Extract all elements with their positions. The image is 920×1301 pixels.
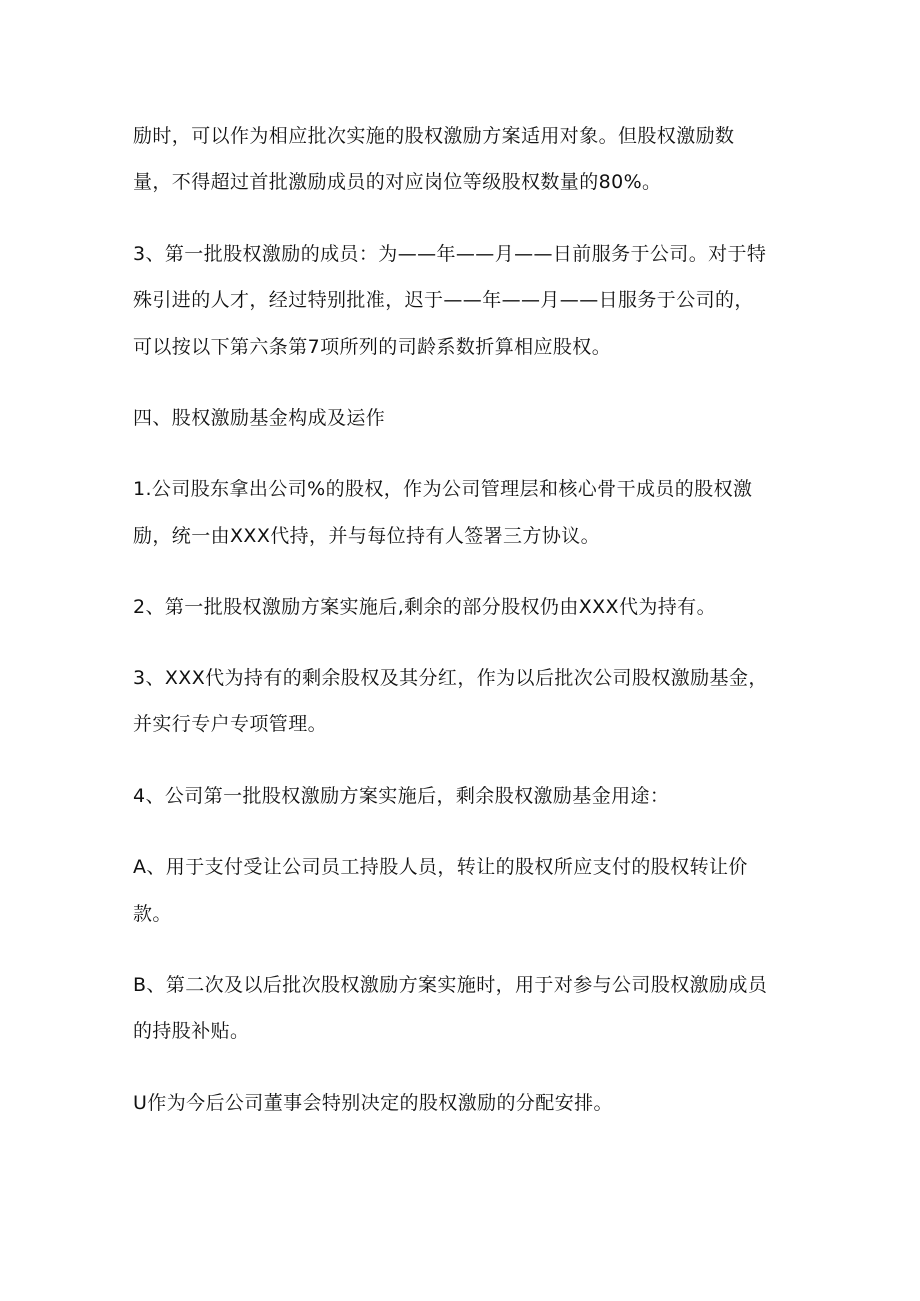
paragraph-line: B、第二次及以后批次股权激励方案实施时，用于对参与公司股权激励成员: [133, 974, 768, 996]
paragraph-line: A、用于支付受让公司员工持股人员，转让的股权所应支付的股权转让价: [133, 856, 748, 878]
paragraph-line: 4、公司第一批股权激励方案实施后，剩余股权激励基金用途：: [133, 785, 670, 807]
paragraph-line: 款。: [133, 903, 172, 925]
paragraph-line: 可以按以下第六条第7项所列的司龄系数折算相应股权。: [133, 336, 612, 358]
section-heading: 四、股权激励基金构成及运作: [133, 407, 386, 429]
paragraph-line: U作为今后公司董事会特别决定的股权激励的分配安排。: [133, 1092, 613, 1114]
paragraph-line: 3、第一批股权激励的成员：为——年——月——日前服务于公司。对于特: [133, 243, 767, 265]
paragraph-line: 的持股补贴。: [133, 1020, 250, 1042]
paragraph-line: 2、第一批股权激励方案实施后,剩余的部分股权仍由XXX代为持有。: [133, 596, 716, 618]
paragraph-line: 励时，可以作为相应批次实施的股权激励方案适用对象。但股权激励数: [133, 125, 735, 147]
paragraph-line: 并实行专户专项管理。: [133, 713, 328, 735]
paragraph-line: 1.公司股东拿出公司%的股权，作为公司管理层和核心骨干成员的股权激: [133, 478, 753, 500]
paragraph-line: 量，不得超过首批激励成员的对应岗位等级股权数量的80%。: [133, 171, 662, 193]
paragraph-line: 3、XXX代为持有的剩余股权及其分红，作为以后批次公司股权激励基金，: [133, 667, 768, 689]
paragraph-line: 殊引进的人才，经过特别批准，迟于——年——月——日服务于公司的，: [133, 289, 754, 311]
paragraph-line: 励，统一由XXX代持，并与每位持有人签署三方协议。: [133, 525, 601, 547]
